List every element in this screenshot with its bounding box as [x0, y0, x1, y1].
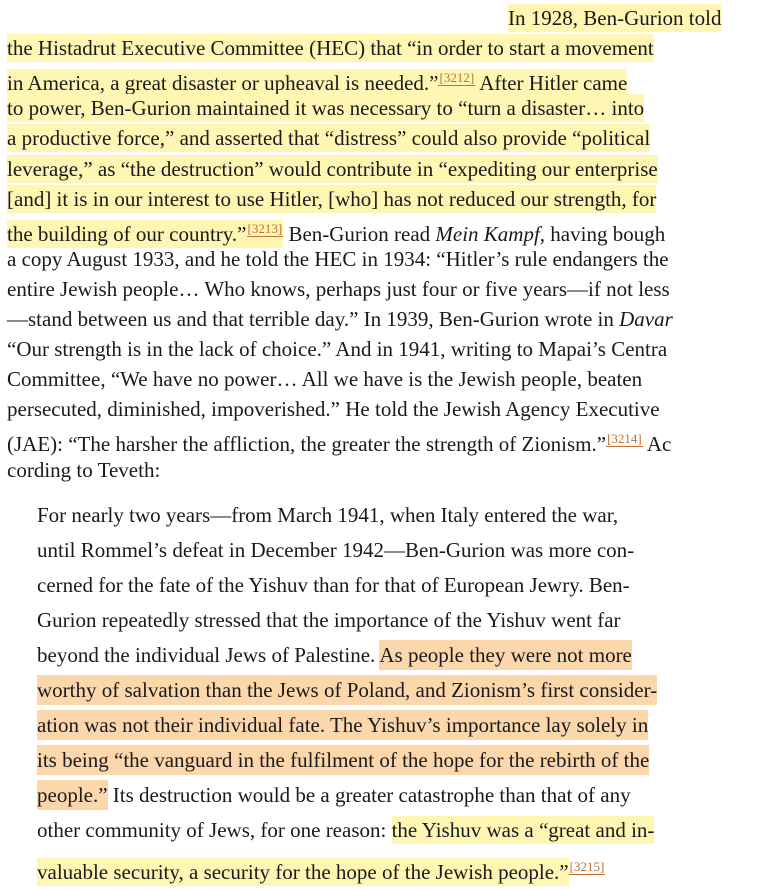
text-run: leverage,” as “the destruction” would contribute in “expediting our enterprise — [7, 156, 658, 181]
text-line — [37, 708, 648, 743]
text-run: cerned for the fate of the Yishuv than for that of European Jewry. Ben- — [37, 573, 630, 598]
text-line — [37, 568, 630, 603]
text-run: “Our strength is in the lack of choice.” And in 1941, writing to Mapai’s Centra — [7, 337, 668, 362]
text-line — [7, 334, 667, 364]
text-run: a productive force,” and asserted that “distress” could also provide “political — [7, 126, 651, 151]
footnote-link[interactable]: [3213] — [247, 220, 283, 236]
text-line — [37, 603, 621, 638]
text-line — [7, 394, 660, 424]
text-line — [37, 778, 631, 813]
text-line — [37, 498, 618, 533]
text-line — [7, 274, 670, 304]
text-line — [7, 364, 642, 394]
text-run: persecuted, diminished, impoverished.” He told the Jewish Agency Executive — [7, 397, 660, 422]
highlight — [247, 222, 284, 246]
text-run: In 1928, Ben-Gurion told — [508, 6, 722, 30]
text-line — [7, 244, 669, 274]
text-run: Committee, “We have no power… All we have is the Jewish people, beaten — [7, 367, 643, 392]
text-run: After Hitler came — [475, 71, 628, 96]
text-run: in America, a great disaster or upheaval is needed.” — [7, 71, 439, 96]
text-run: people.” — [37, 783, 108, 808]
text-line — [37, 533, 634, 568]
text-line — [7, 123, 650, 153]
text-run: to power, Ben-Gurion maintained it was necessary to “turn a disaster… into — [7, 96, 645, 121]
italic-title: Davar — [619, 307, 673, 331]
text-run: (JAE): “The harsher the affliction, the greater the strength of Zionism.” — [7, 432, 607, 457]
text-line — [7, 424, 672, 457]
text-run: [and] it is in our interest to use Hitler, [who] has not reduced our strength, for — [7, 186, 657, 211]
text-run: entire Jewish people… Who knows, perhaps just four or five years—if not less — [7, 276, 670, 301]
footnote-link[interactable]: [3215] — [569, 858, 605, 874]
text-run: Ac — [642, 432, 672, 457]
text-line — [7, 33, 654, 63]
text-run: Its destruction would be a greater catastrophe than that of any — [107, 783, 631, 808]
text-line — [7, 214, 665, 244]
text-run: the Yishuv was a “great and in- — [391, 818, 655, 843]
text-run: other community of Jews, for one reason: — [37, 818, 392, 843]
footnote-link[interactable]: [3214] — [607, 431, 642, 447]
text-run: a copy August 1933, and he told the HEC in 1934: “Hitler’s rule endangers the — [7, 246, 669, 271]
text-run: For nearly two years—from March 1941, when Italy entered the war, — [37, 503, 619, 527]
text-run: its being “the vanguard in the fulfilment of the hope for the rebirth of the — [37, 748, 650, 773]
text-run: , having bough — [539, 221, 666, 246]
text-line — [7, 63, 628, 96]
text-line — [508, 3, 721, 33]
text-run: —stand between us and that terrible day.” In 1939, Ben-Gurion wrote in — [7, 307, 620, 331]
text-run: worthy of salvation than the Jews of Poland, and Zionism’s first consider- — [37, 678, 658, 703]
text-line — [37, 743, 649, 778]
text-line — [37, 673, 657, 708]
footnote-link[interactable]: [3212] — [439, 70, 475, 86]
text-line — [37, 813, 654, 848]
text-line — [7, 455, 160, 485]
text-run: the Histadrut Executive Committee (HEC) that “in order to start a movement — [7, 36, 654, 61]
text-run: cording to Teveth: — [7, 457, 161, 482]
text-line — [7, 304, 673, 334]
text-run: As people they were not more — [379, 643, 632, 668]
text-run: Ben-Gurion read — [283, 221, 436, 246]
text-line — [7, 154, 658, 184]
text-run: until Rommel’s defeat in December 1942—Ben-Gurion was more con- — [37, 538, 635, 563]
highlight — [438, 71, 475, 95]
text-line — [7, 184, 656, 214]
text-line — [7, 93, 644, 123]
text-run: valuable security, a security for the hope of the Jewish people.” — [37, 859, 569, 884]
text-run: beyond the individual Jews of Palestine. — [37, 643, 380, 668]
text-run: Gurion repeatedly stressed that the importance of the Yishuv went far — [37, 608, 621, 633]
italic-title: Mein Kampf — [435, 221, 540, 246]
text-line — [37, 638, 632, 673]
text-run: ation was not their individual fate. The Yishuv’s importance lay solely in — [37, 713, 649, 738]
text-run: the building of our country.” — [7, 221, 247, 246]
text-line — [37, 849, 605, 884]
